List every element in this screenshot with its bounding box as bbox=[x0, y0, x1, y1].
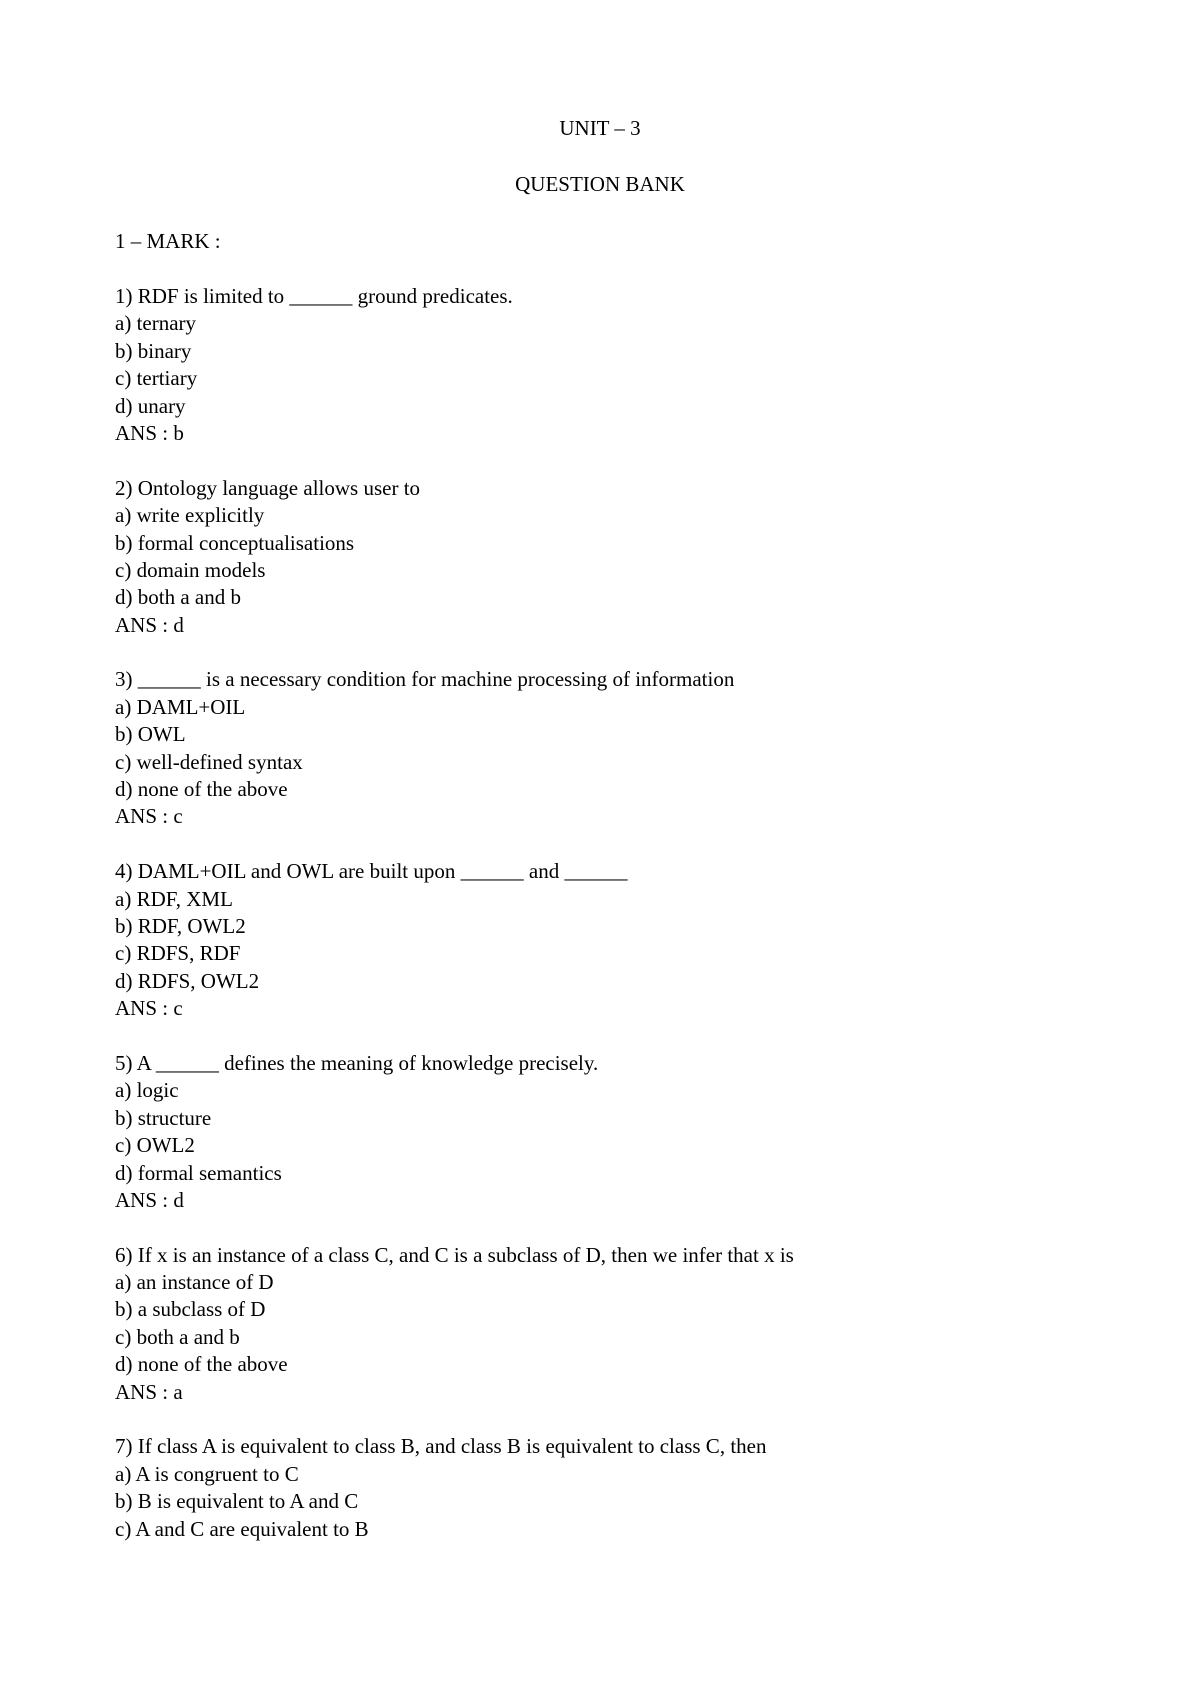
option-b: b) formal conceptualisations bbox=[115, 530, 355, 555]
question-item bbox=[115, 858, 1115, 1022]
option-d: d) both a and b bbox=[115, 585, 241, 610]
option-d: d) RDFS, OWL2 bbox=[115, 968, 260, 993]
option-d: d) unary bbox=[115, 393, 186, 418]
question-item bbox=[115, 475, 1115, 639]
question-text: 1) RDF is limited to ______ ground predicates. bbox=[115, 284, 513, 308]
question-bank-title: QUESTION BANK bbox=[515, 172, 685, 196]
option-c: c) tertiary bbox=[115, 366, 198, 391]
question-list bbox=[115, 283, 1115, 1570]
answer-line: ANS : d bbox=[115, 612, 184, 637]
question-text: 6) If x is an instance of a class C, and C is a subclass of D, then we infer that x is bbox=[115, 1242, 794, 1267]
answer-line: ANS : c bbox=[115, 804, 183, 829]
answer-line: ANS : a bbox=[115, 1379, 183, 1404]
option-b: b) OWL bbox=[115, 722, 186, 747]
question-text: 3) ______ is a necessary condition for machine processing of information bbox=[115, 667, 735, 692]
option-b: b) a subclass of D bbox=[115, 1297, 266, 1322]
option-c: c) domain models bbox=[115, 557, 266, 582]
option-d: d) formal semantics bbox=[115, 1160, 282, 1185]
answer-line: ANS : b bbox=[115, 420, 184, 445]
option-a: a) RDF, XML bbox=[115, 886, 233, 911]
option-a: a) logic bbox=[115, 1078, 179, 1103]
option-d: d) none of the above bbox=[115, 1352, 288, 1377]
question-text: 5) A ______ defines the meaning of knowledge precisely. bbox=[115, 1050, 599, 1075]
question-item bbox=[115, 666, 1115, 830]
question-item bbox=[115, 1050, 1115, 1214]
option-c: c) A and C are equivalent to B bbox=[115, 1516, 369, 1541]
answer-line: ANS : c bbox=[115, 996, 183, 1021]
option-c: c) RDFS, RDF bbox=[115, 941, 241, 966]
question-text: 7) If class A is equivalent to class B, and class B is equivalent to class C, then bbox=[115, 1434, 767, 1459]
question-item bbox=[115, 283, 1115, 447]
option-b: b) structure bbox=[115, 1105, 212, 1130]
question-text: 4) DAML+OIL and OWL are built upon ______ and ______ bbox=[115, 859, 628, 884]
question-item bbox=[115, 1242, 1115, 1406]
question-item bbox=[115, 1433, 1115, 1543]
option-b: b) B is equivalent to A and C bbox=[115, 1489, 359, 1514]
option-a: a) write explicitly bbox=[115, 503, 265, 528]
option-a: a) A is congruent to C bbox=[115, 1461, 299, 1486]
answer-line: ANS : d bbox=[115, 1187, 184, 1212]
option-a: a) an instance of D bbox=[115, 1270, 274, 1295]
unit-title: UNIT – 3 bbox=[559, 116, 641, 140]
option-c: c) OWL2 bbox=[115, 1133, 195, 1158]
option-a: a) DAML+OIL bbox=[115, 694, 246, 719]
question-text: 2) Ontology language allows user to bbox=[115, 475, 421, 500]
option-b: b) binary bbox=[115, 338, 192, 363]
option-b: b) RDF, OWL2 bbox=[115, 913, 246, 938]
section-heading: 1 – MARK : bbox=[115, 229, 221, 253]
option-a: a) ternary bbox=[115, 311, 197, 336]
option-c: c) well-defined syntax bbox=[115, 749, 303, 774]
option-d: d) none of the above bbox=[115, 777, 288, 802]
option-c: c) both a and b bbox=[115, 1324, 240, 1349]
